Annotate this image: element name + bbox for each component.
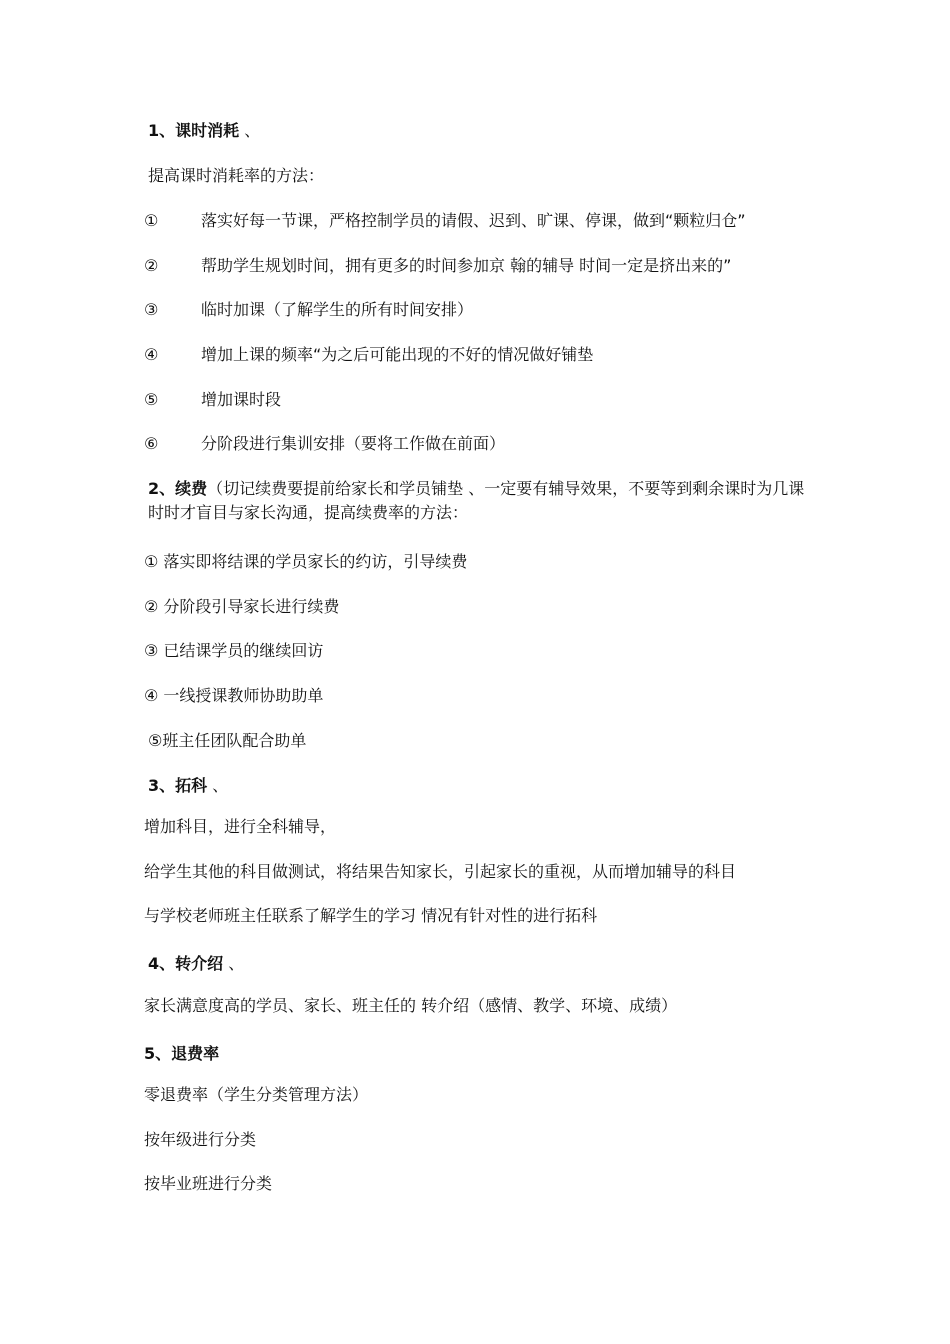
section-1-item-6-text: 分阶段进行集训安排（要将工作做在前面） bbox=[201, 434, 506, 453]
section-1-item-5-text: 增加课时段 bbox=[201, 390, 282, 409]
section-1-item-3-number: ③ bbox=[144, 300, 159, 319]
section-1-title-suffix: 、 bbox=[239, 121, 261, 140]
section-2-heading-rest: （切记续费要提前给家长和学员铺垫 、一定要有辅导效果，不要等到剩余课时为几课时时才盲目与家长沟通，提高续费率的方法： bbox=[148, 479, 805, 522]
section-3-heading bbox=[148, 775, 228, 797]
section-5-line-3: 按毕业班进行分类 bbox=[144, 1174, 273, 1193]
section-1-item-5-number: ⑤ bbox=[144, 390, 159, 409]
section-2-item-2: ② 分阶段引导家长进行续费 bbox=[144, 597, 340, 616]
section-3-line-3: 与学校老师班主任联系了解学生的学习 情况有针对性的进行拓科 bbox=[144, 906, 598, 925]
section-1-title: 1、课时消耗 bbox=[148, 121, 240, 140]
section-1-item-6-number: ⑥ bbox=[144, 434, 159, 453]
section-1-item-2-number: ② bbox=[144, 256, 159, 275]
section-4-line-1: 家长满意度高的学员、家长、班主任的 转介绍（感情、教学、环境、成绩） bbox=[144, 996, 678, 1015]
section-2-heading bbox=[148, 477, 818, 525]
section-2-item-4: ④ 一线授课教师协助助单 bbox=[144, 686, 324, 705]
section-1-intro: 提高课时消耗率的方法： bbox=[148, 166, 325, 185]
section-4-title: 4、转介绍 bbox=[148, 954, 224, 973]
section-4-title-suffix: 、 bbox=[223, 954, 245, 973]
section-2-item-5: ⑤班主任团队配合助单 bbox=[148, 731, 307, 750]
section-1-item-3-text: 临时加课（了解学生的所有时间安排） bbox=[201, 300, 474, 319]
section-3-title: 3、拓科 bbox=[148, 776, 208, 795]
section-5-heading: 5、退费率 bbox=[144, 1044, 220, 1063]
section-2-item-3: ③ 已结课学员的继续回访 bbox=[144, 641, 324, 660]
section-1-item-4-number: ④ bbox=[144, 345, 159, 364]
section-1-item-4-text: 增加上课的频率“为之后可能出现的不好的情况做好铺垫 bbox=[201, 345, 594, 364]
section-3-line-2: 给学生其他的科目做测试，将结果告知家长，引起家长的重视，从而增加辅导的科目 bbox=[144, 862, 737, 881]
section-3-title-suffix: 、 bbox=[207, 776, 229, 795]
section-1-heading bbox=[148, 120, 260, 142]
section-2-item-1: ① 落实即将结课的学员家长的约访，引导续费 bbox=[144, 552, 468, 571]
section-4-heading bbox=[148, 953, 244, 975]
section-2-title: 2、续费 bbox=[148, 479, 208, 498]
section-5-line-2: 按年级进行分类 bbox=[144, 1130, 257, 1149]
section-1-item-1-number: ① bbox=[144, 211, 159, 230]
section-1-item-1-text: 落实好每一节课，严格控制学员的请假、迟到、旷课、停课，做到“颗粒归仓” bbox=[201, 211, 746, 230]
section-1-item-2-text: 帮助学生规划时间，拥有更多的时间参加京 翰的辅导 时间一定是挤出来的” bbox=[201, 256, 732, 275]
section-5-line-1: 零退费率（学生分类管理方法） bbox=[144, 1085, 369, 1104]
section-3-line-1: 增加科目，进行全科辅导， bbox=[144, 817, 337, 836]
